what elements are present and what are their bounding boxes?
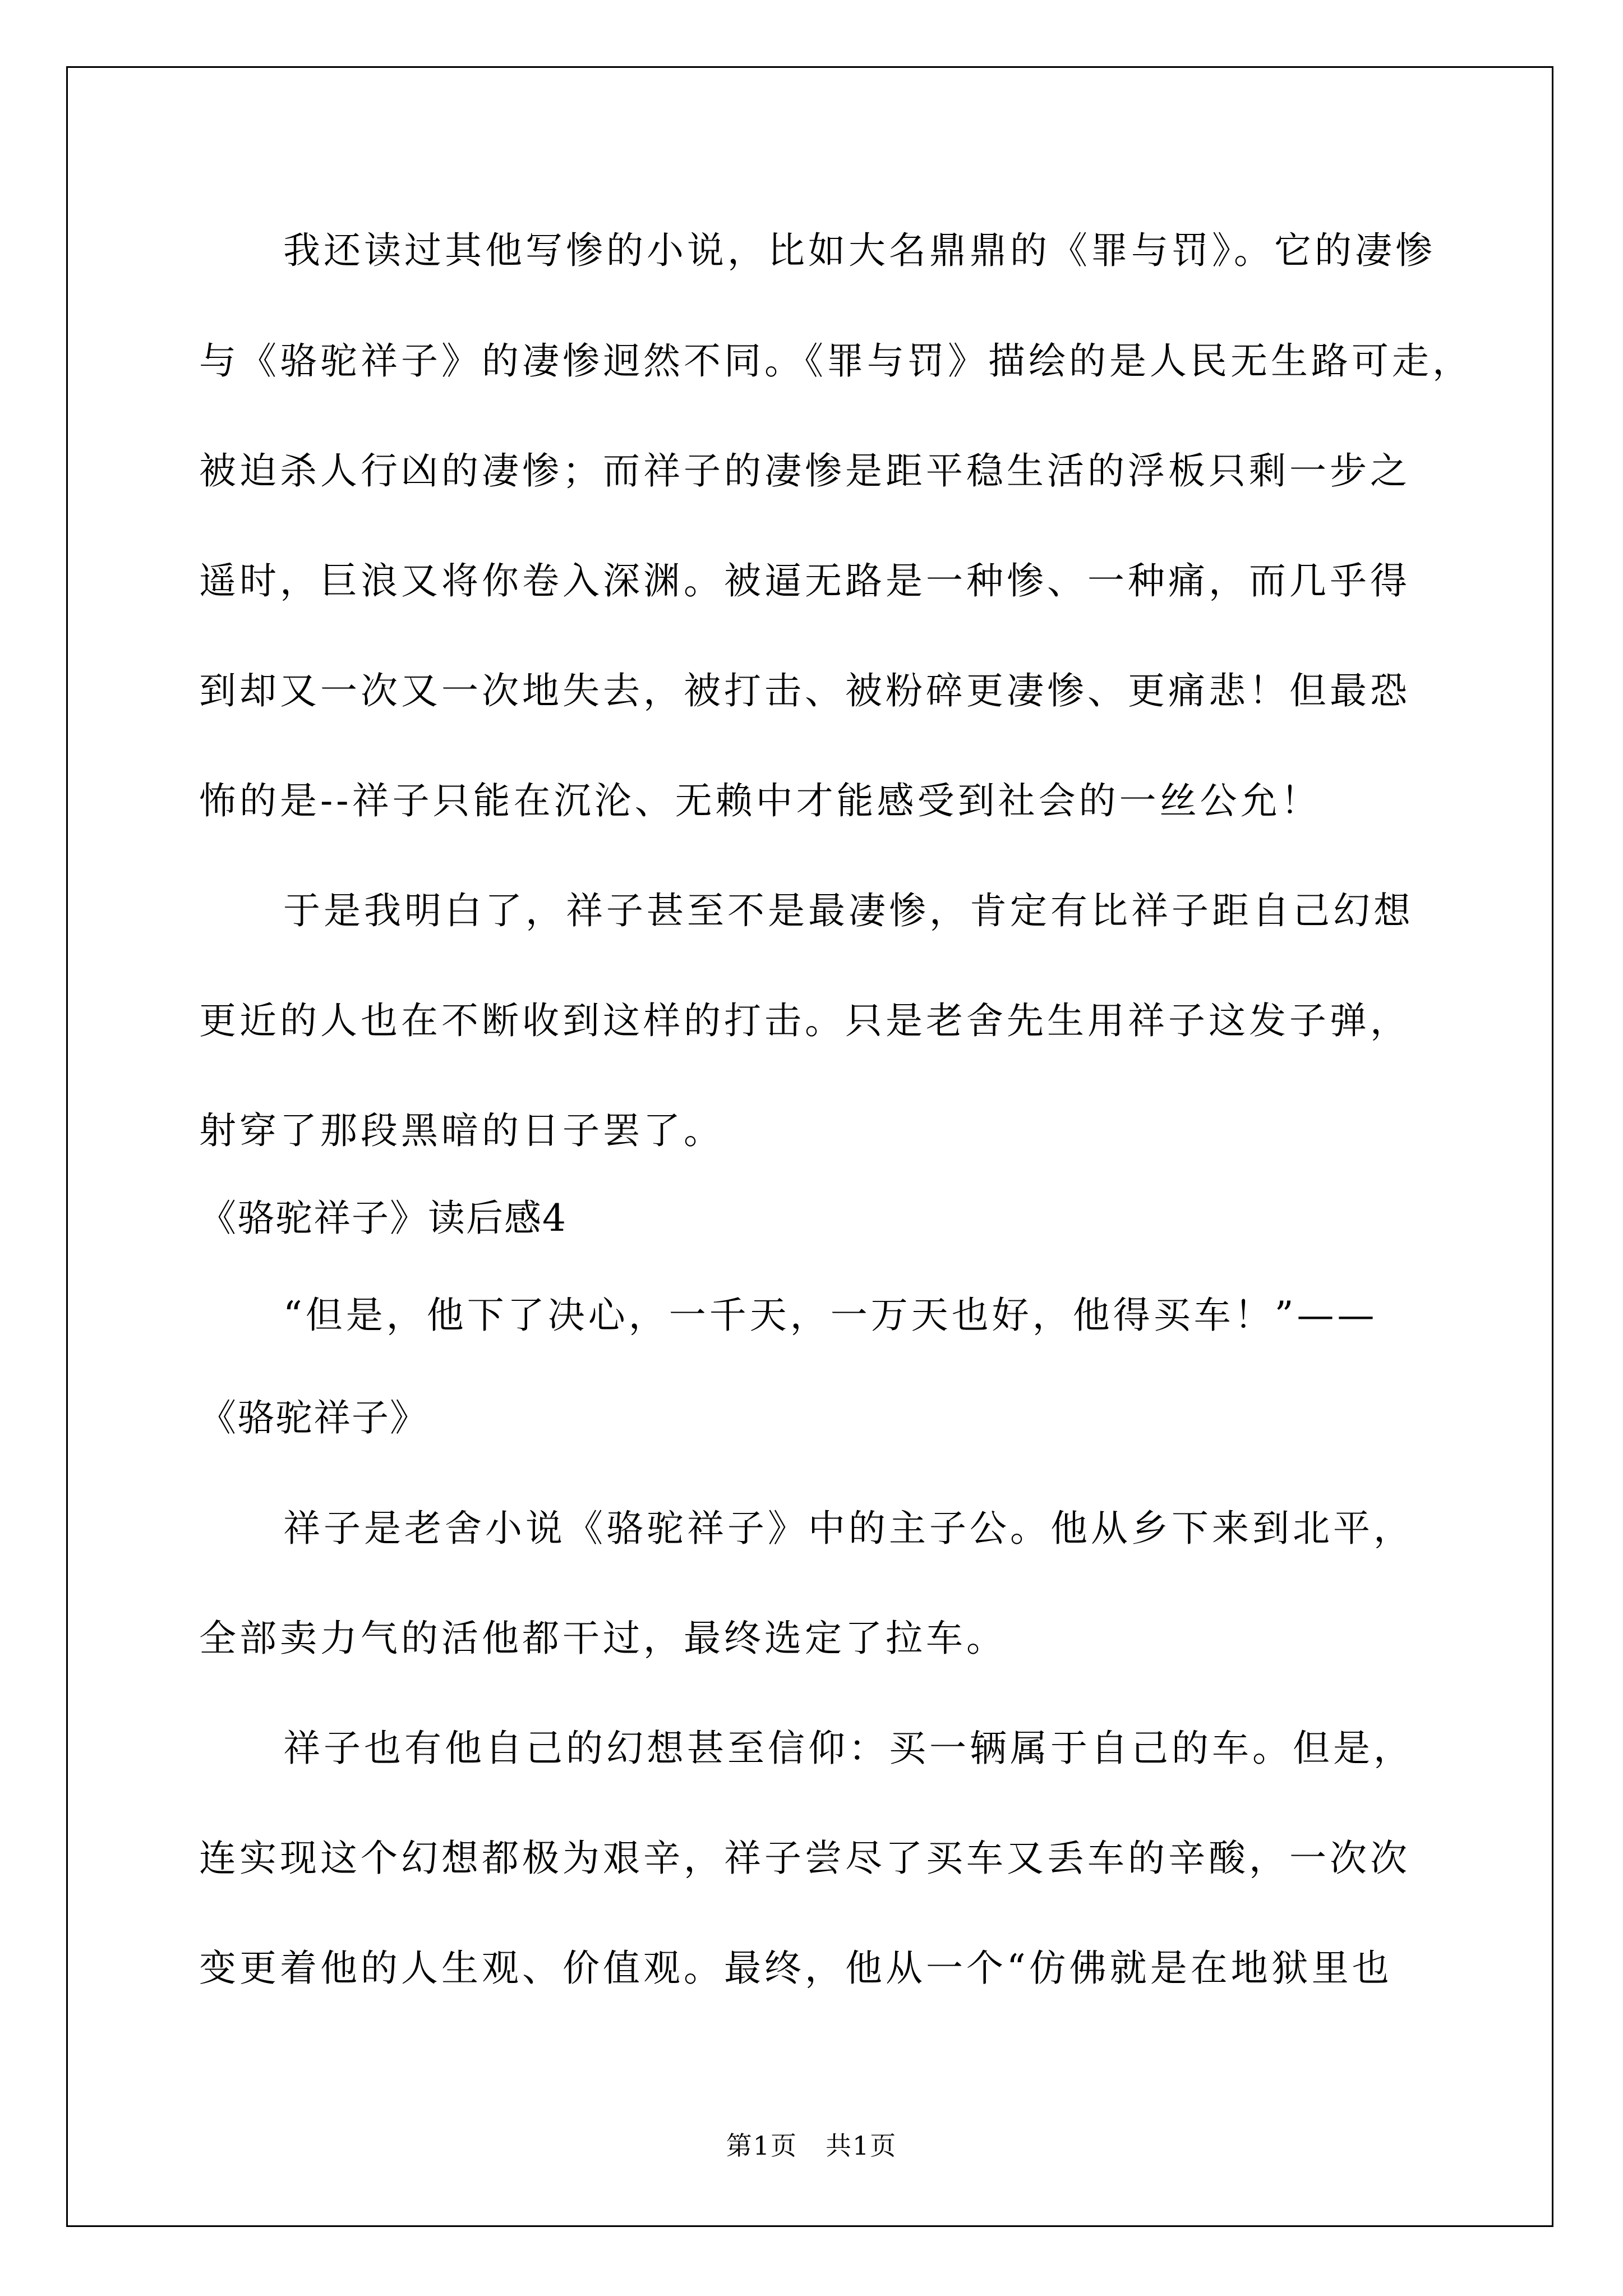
quote-line-1: “但是，他下了决心，一千天，一万天也好，他得买车！”—— <box>283 1294 1378 1337</box>
text-line-1: 我还读过其他写惨的小说，比如大名鼎鼎的《罪与罚》。它的凄惨 <box>283 229 1436 272</box>
page-number: 第1页 <box>726 2131 797 2161</box>
text-line-14: 变更着他的人生观、价值观。最终，他从一个“仿佛就是在地狱里也 <box>199 1947 1393 1990</box>
text-line-2: 与《骆驼祥子》的凄惨迥然不同。《罪与罚》描绘的是人民无生路可走， <box>199 339 1473 383</box>
quote-line-2: 《骆驼祥子》 <box>199 1396 428 1439</box>
text-line-12: 祥子也有他自己的幻想甚至信仰：买一辆属于自己的车。但是， <box>283 1727 1414 1770</box>
text-line-3: 被迫杀人行凶的凄惨；而祥子的凄惨是距平稳生活的浮板只剩一步之 <box>199 449 1410 493</box>
text-line-4: 遥时，巨浪又将你卷入深渊。被逼无路是一种惨、一种痛，而几乎得 <box>199 559 1410 602</box>
section-heading: 《骆驼祥子》读后感4 <box>199 1197 567 1240</box>
page-footer <box>0 2129 1623 2162</box>
text-line-7: 于是我明白了，祥子甚至不是最凄惨，肯定有比祥子距自己幻想 <box>283 889 1414 932</box>
text-line-5: 到却又一次又一次地失去，被打击、被粉碎更凄惨、更痛悲！但最恐 <box>199 669 1410 712</box>
text-line-6: 怖的是--祥子只能在沉沦、无赖中才能感受到社会的一丝公允！ <box>199 779 1321 822</box>
text-line-11: 全部卖力气的活他都干过，最终选定了拉车。 <box>199 1617 1007 1660</box>
text-line-8: 更近的人也在不断收到这样的打击。只是老舍先生用祥子这发子弹， <box>199 999 1410 1042</box>
text-line-9: 射穿了那段黑暗的日子罢了。 <box>199 1109 724 1152</box>
text-line-10: 祥子是老舍小说《骆驼祥子》中的主子公。他从乡下来到北平， <box>283 1507 1414 1550</box>
text-line-13: 连实现这个幻想都极为艰辛，祥子尝尽了买车又丢车的辛酸，一次次 <box>199 1837 1410 1880</box>
page-total: 共1页 <box>826 2131 897 2161</box>
